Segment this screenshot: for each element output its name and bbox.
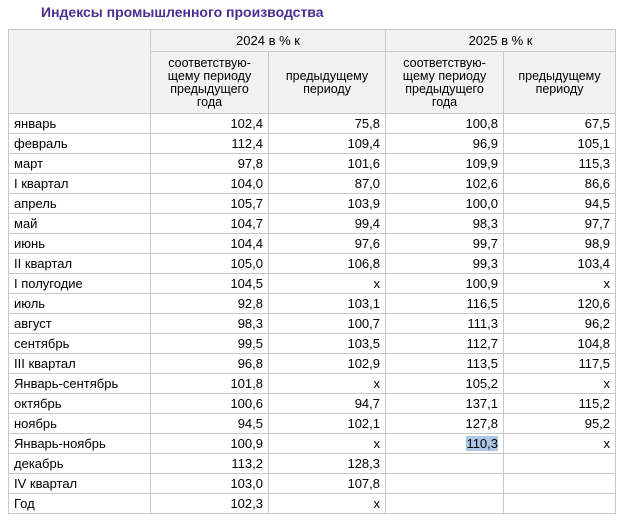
cell-2025-same-period: 100,9 (386, 274, 504, 294)
table-row (9, 294, 616, 314)
header-2024: 2024 в % к (151, 30, 386, 52)
table-row (9, 254, 616, 274)
table-row (9, 114, 616, 134)
cell-2025-prev-period: 120,6 (504, 294, 616, 314)
header-2024-prev-period: предыдущему периоду (269, 52, 386, 114)
cell-2025-same-period (386, 434, 504, 454)
cell-2025-prev-period: 67,5 (504, 114, 616, 134)
page-title: Индексы промышленного производства (41, 4, 324, 20)
cell-2025-same-period (386, 454, 504, 474)
cell-2025-prev-period: 103,4 (504, 254, 616, 274)
cell-2024-prev-period: 107,8 (269, 474, 386, 494)
table-row (9, 434, 616, 454)
row-label: август (9, 314, 151, 334)
row-label: сентябрь (9, 334, 151, 354)
row-label: февраль (9, 134, 151, 154)
cell-2024-prev-period: x (269, 374, 386, 394)
header-2025: 2025 в % к (386, 30, 616, 52)
table-row (9, 134, 616, 154)
row-label: III квартал (9, 354, 151, 374)
cell-2024-prev-period: 97,6 (269, 234, 386, 254)
cell-2024-prev-period: x (269, 274, 386, 294)
table-row (9, 494, 616, 514)
row-label: июль (9, 294, 151, 314)
cell-2025-prev-period: 94,5 (504, 194, 616, 214)
cell-2024-same-period: 105,7 (151, 194, 269, 214)
cell-2024-prev-period: 101,6 (269, 154, 386, 174)
cell-2024-same-period: 98,3 (151, 314, 269, 334)
table-row (9, 474, 616, 494)
header-corner (9, 30, 151, 114)
cell-2025-prev-period: x (504, 374, 616, 394)
cell-2024-same-period: 102,3 (151, 494, 269, 514)
header-2025-same-period: соответствую-щему периоду предыдущего года (386, 52, 504, 114)
cell-2025-prev-period (504, 494, 616, 514)
cell-2025-prev-period: 115,2 (504, 394, 616, 414)
header-row-years (9, 30, 616, 52)
cell-2024-same-period: 113,2 (151, 454, 269, 474)
cell-2025-same-period: 113,5 (386, 354, 504, 374)
cell-2025-same-period: 112,7 (386, 334, 504, 354)
cell-2024-same-period: 100,6 (151, 394, 269, 414)
row-label: январь (9, 114, 151, 134)
cell-2025-prev-period: 115,3 (504, 154, 616, 174)
cell-2024-prev-period: x (269, 434, 386, 454)
cell-2024-prev-period: 106,8 (269, 254, 386, 274)
cell-2024-same-period: 104,0 (151, 174, 269, 194)
cell-2025-prev-period: x (504, 434, 616, 454)
row-label: ноябрь (9, 414, 151, 434)
cell-2024-same-period: 96,8 (151, 354, 269, 374)
table-row (9, 214, 616, 234)
row-label: декабрь (9, 454, 151, 474)
cell-2024-prev-period: 87,0 (269, 174, 386, 194)
row-label: апрель (9, 194, 151, 214)
cell-2024-prev-period: 100,7 (269, 314, 386, 334)
cell-2024-prev-period: 94,7 (269, 394, 386, 414)
cell-2024-prev-period: 102,9 (269, 354, 386, 374)
cell-2024-prev-period: 103,9 (269, 194, 386, 214)
cell-2024-same-period: 105,0 (151, 254, 269, 274)
table-row (9, 174, 616, 194)
cell-2024-same-period: 101,8 (151, 374, 269, 394)
cell-2025-same-period: 102,6 (386, 174, 504, 194)
cell-2025-prev-period: 105,1 (504, 134, 616, 154)
cell-2025-same-period: 100,0 (386, 194, 504, 214)
cell-2025-same-period: 100,8 (386, 114, 504, 134)
table-row (9, 334, 616, 354)
cell-2024-prev-period: 128,3 (269, 454, 386, 474)
cell-2025-same-period: 105,2 (386, 374, 504, 394)
row-label: март (9, 154, 151, 174)
cell-2024-same-period: 99,5 (151, 334, 269, 354)
highlighted-value: 110,3 (466, 436, 499, 451)
cell-2024-prev-period: 103,5 (269, 334, 386, 354)
row-label: IV квартал (9, 474, 151, 494)
cell-2025-same-period: 127,8 (386, 414, 504, 434)
cell-2024-prev-period: 109,4 (269, 134, 386, 154)
row-label: Январь-ноябрь (9, 434, 151, 454)
row-label: июнь (9, 234, 151, 254)
table-row (9, 394, 616, 414)
cell-2024-same-period: 100,9 (151, 434, 269, 454)
row-label: октябрь (9, 394, 151, 414)
table-row (9, 454, 616, 474)
cell-2024-same-period: 102,4 (151, 114, 269, 134)
cell-2025-prev-period: 86,6 (504, 174, 616, 194)
cell-2025-same-period: 98,3 (386, 214, 504, 234)
cell-2025-same-period (386, 474, 504, 494)
cell-2025-same-period: 96,9 (386, 134, 504, 154)
cell-2025-prev-period: x (504, 274, 616, 294)
cell-2024-prev-period: 99,4 (269, 214, 386, 234)
row-label: I квартал (9, 174, 151, 194)
cell-2024-same-period: 97,8 (151, 154, 269, 174)
cell-2024-same-period: 92,8 (151, 294, 269, 314)
cell-2025-same-period: 116,5 (386, 294, 504, 314)
row-label: Январь-сентябрь (9, 374, 151, 394)
row-label: Год (9, 494, 151, 514)
row-label: I полугодие (9, 274, 151, 294)
cell-2024-prev-period: x (269, 494, 386, 514)
cell-2025-prev-period (504, 454, 616, 474)
cell-2024-same-period: 103,0 (151, 474, 269, 494)
cell-2024-prev-period: 103,1 (269, 294, 386, 314)
table-row (9, 374, 616, 394)
table-row (9, 274, 616, 294)
cell-2024-same-period: 94,5 (151, 414, 269, 434)
cell-2025-same-period: 137,1 (386, 394, 504, 414)
cell-2025-same-period: 99,7 (386, 234, 504, 254)
cell-2024-same-period: 104,4 (151, 234, 269, 254)
cell-2025-same-period: 109,9 (386, 154, 504, 174)
cell-2025-prev-period: 104,8 (504, 334, 616, 354)
cell-2025-prev-period: 117,5 (504, 354, 616, 374)
cell-2025-prev-period: 97,7 (504, 214, 616, 234)
cell-2025-prev-period: 98,9 (504, 234, 616, 254)
cell-2024-prev-period: 75,8 (269, 114, 386, 134)
table-row (9, 154, 616, 174)
cell-2025-prev-period: 96,2 (504, 314, 616, 334)
cell-2025-same-period: 111,3 (386, 314, 504, 334)
cell-2025-prev-period (504, 474, 616, 494)
header-2025-prev-period: предыдущему периоду (504, 52, 616, 114)
cell-2025-same-period: 99,3 (386, 254, 504, 274)
index-table (8, 29, 616, 514)
cell-2024-same-period: 104,7 (151, 214, 269, 234)
table-row (9, 234, 616, 254)
table-row (9, 414, 616, 434)
cell-2025-same-period (386, 494, 504, 514)
cell-2024-prev-period: 102,1 (269, 414, 386, 434)
table-row (9, 194, 616, 214)
cell-2024-same-period: 112,4 (151, 134, 269, 154)
row-label: май (9, 214, 151, 234)
table-row (9, 354, 616, 374)
cell-2025-prev-period: 95,2 (504, 414, 616, 434)
cell-2024-same-period: 104,5 (151, 274, 269, 294)
table-row (9, 314, 616, 334)
row-label: II квартал (9, 254, 151, 274)
header-2024-same-period: соответствую-щему периоду предыдущего года (151, 52, 269, 114)
